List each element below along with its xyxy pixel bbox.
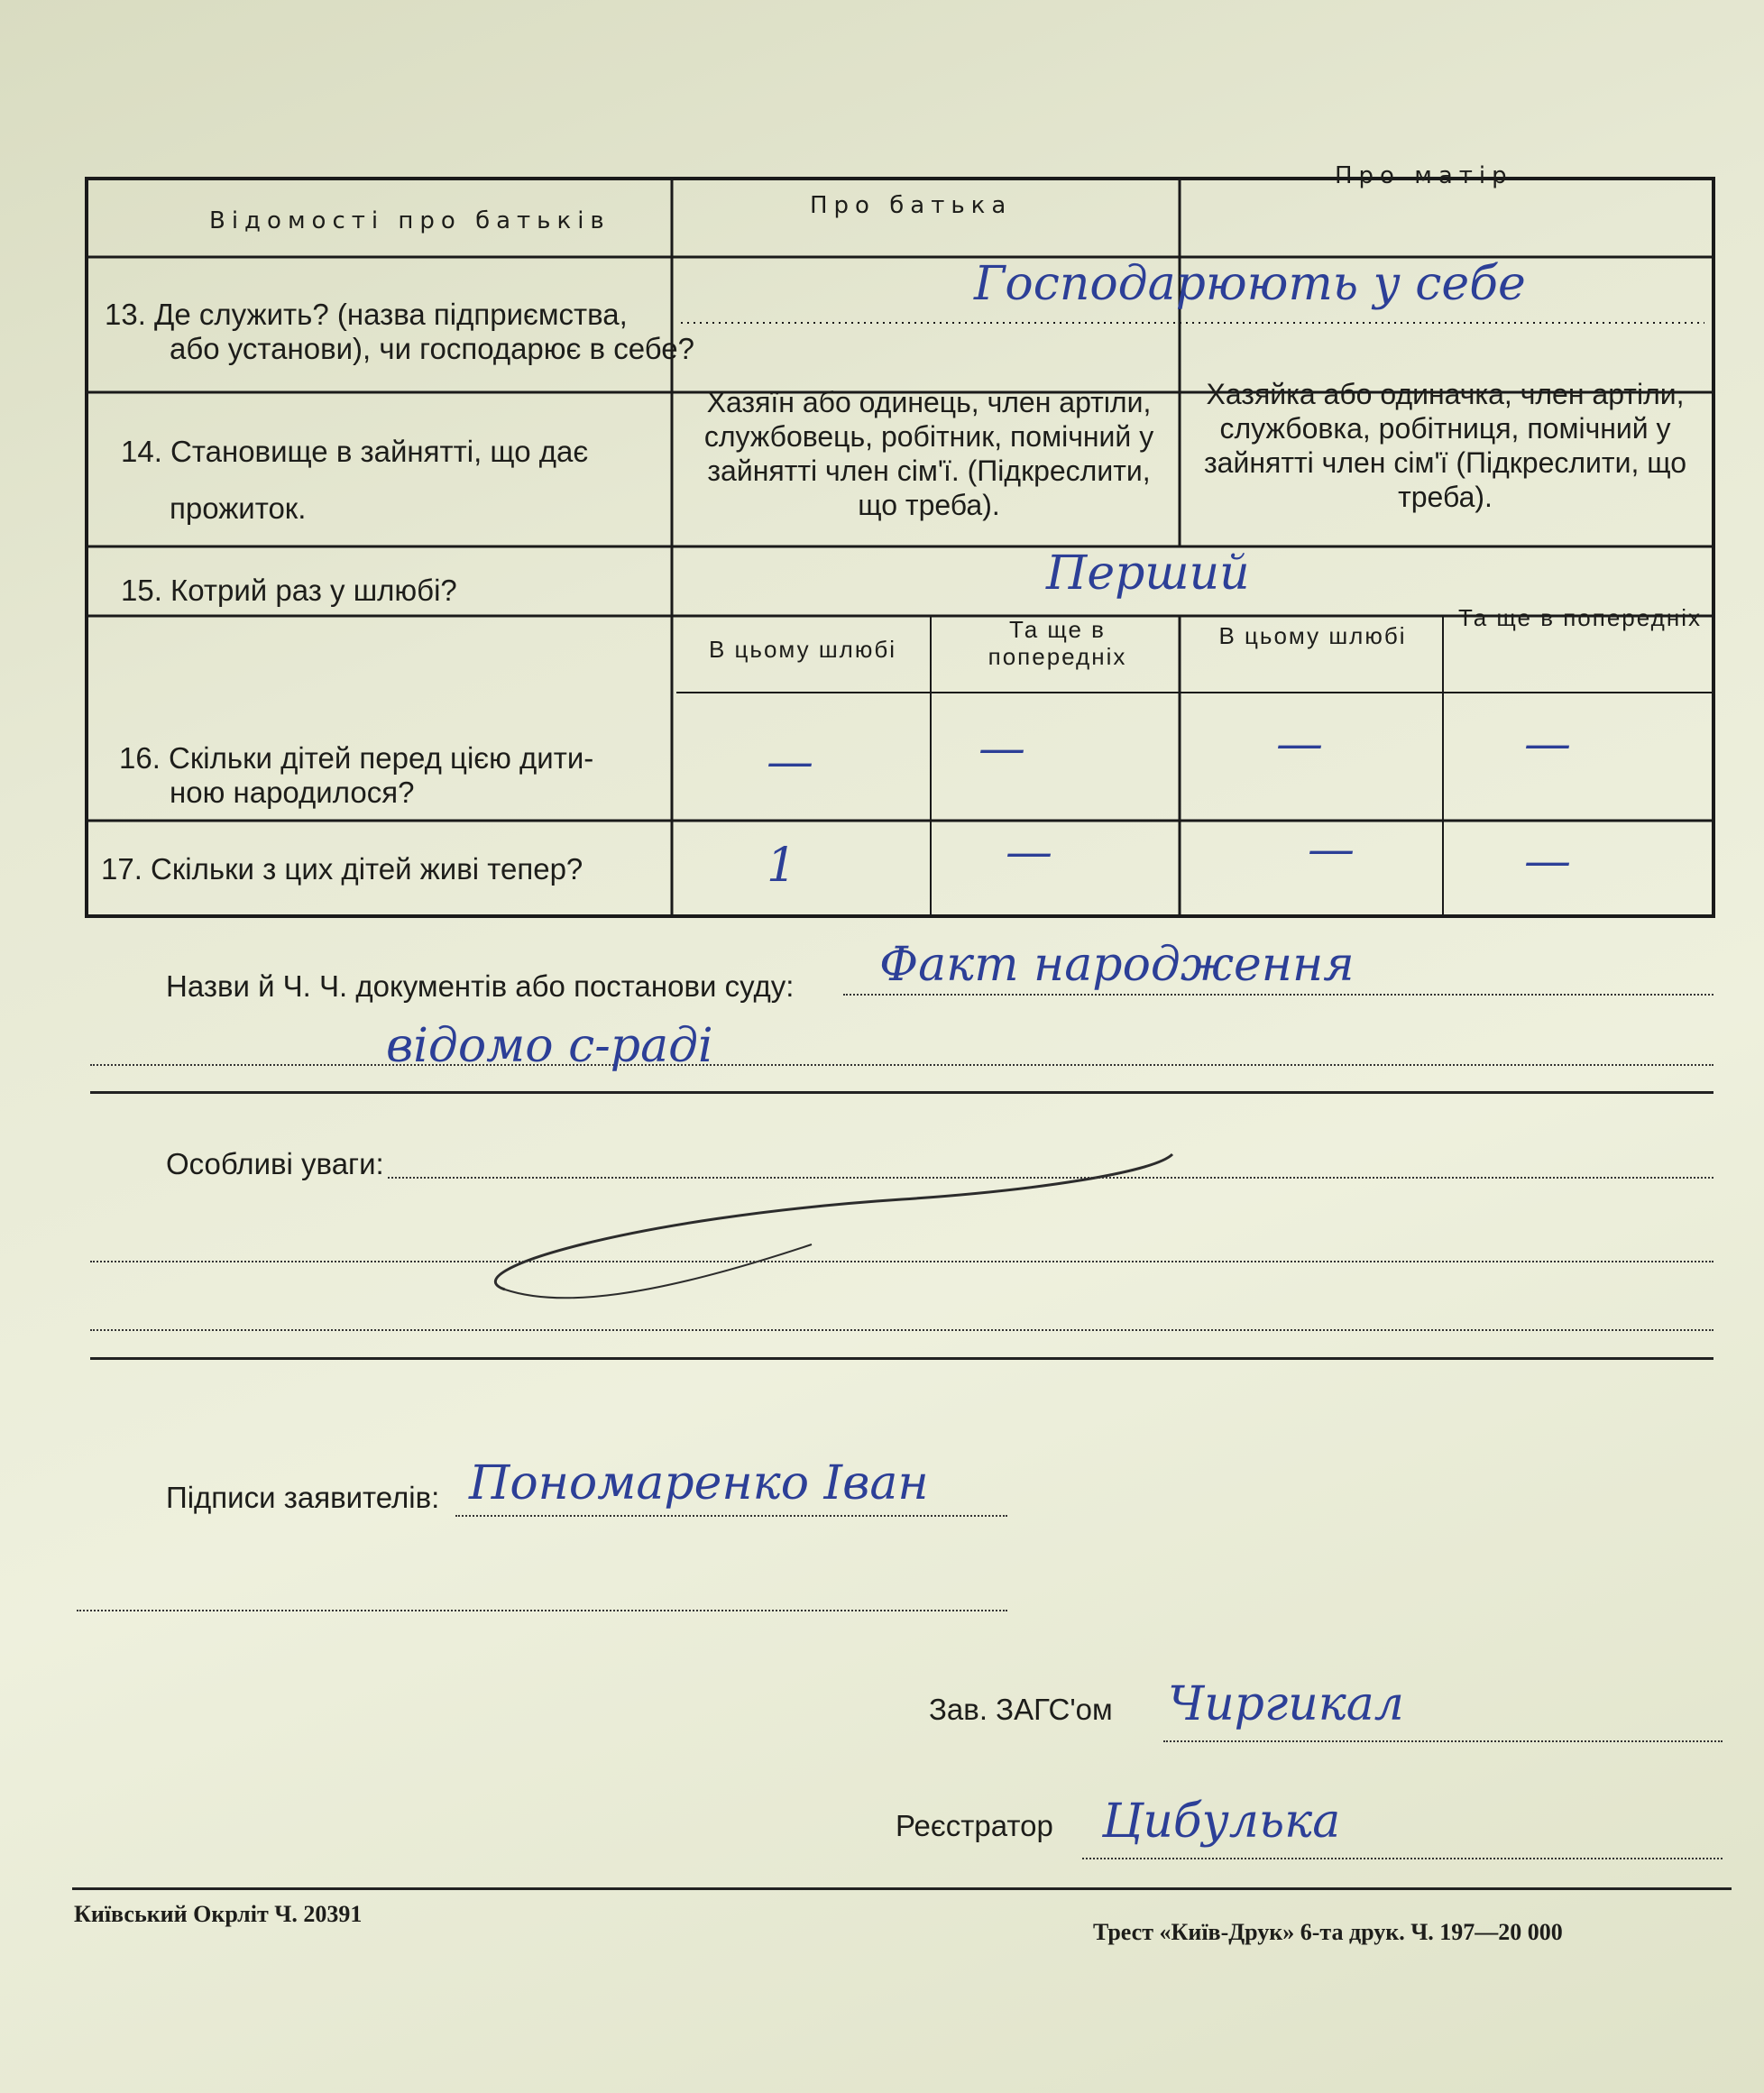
notes-label: Особливі уваги:: [166, 1147, 384, 1180]
q16-label-line1: 16. Скільки дітей перед цією дити-: [119, 741, 594, 775]
notes-divider: [90, 1357, 1713, 1360]
documents-line-1: [843, 994, 1713, 996]
q14-label-line1: 14. Становище в зайнятті, що дає: [121, 435, 589, 468]
q14-father-options: Хазяїн або одинець, член артіли, службовець, робітник, помічний у зайнятті член сім'ї. (Підкреслити, що треба).: [703, 386, 1154, 521]
head-line: [1163, 1740, 1723, 1742]
documents-label: Назви й Ч. Ч. документів або постанови суду:: [166, 969, 795, 1003]
q17-value-father-previous: —: [1006, 825, 1052, 879]
applicants-label: Підписи заявителів:: [166, 1481, 440, 1514]
documents-divider: [90, 1091, 1713, 1094]
q14-mother-options: Хазяйка або одиначка, член артіли, службовка, робітниця, помічний у зайнятті член сім'ї (Підкреслити, що треба).: [1203, 378, 1686, 513]
footer-divider: [72, 1887, 1732, 1890]
documents-line-2: [90, 1064, 1713, 1066]
q17-label: 17. Скільки з цих дітей живі тепер?: [101, 852, 583, 886]
subheader-this-marriage-mother: В цьому шлюбі: [1218, 622, 1407, 649]
q15-answer: Перший: [1046, 546, 1250, 601]
q14-label-line2: прожиток.: [170, 491, 307, 525]
q16-value-father-this: —: [767, 735, 813, 789]
subheader-previous-mother: Та ще в попередніх: [1458, 604, 1702, 631]
q13-answer: Господарюють у себе: [974, 257, 1526, 311]
subheader-previous-father: Та ще в попередніх: [988, 616, 1127, 670]
notes-line-3: [90, 1329, 1713, 1331]
q15-label: 15. Котрий раз у шлюбі?: [121, 574, 457, 607]
q16-value-father-previous: —: [978, 721, 1025, 776]
footer-left: Київський Окрліт Ч. 20391: [74, 1901, 363, 1927]
notes-line-1: [388, 1177, 1713, 1179]
q17-value-father-this: 1: [767, 839, 797, 893]
footer-right: Трест «Київ-Друк» 6-та друк. Ч. 197—20 000: [1093, 1919, 1563, 1945]
head-label: Зав. ЗАГС'ом: [929, 1693, 1113, 1726]
q13-label-line1: 13. Де служить? (назва підприємства,: [105, 298, 628, 331]
header-parents-info: Відомості про батьків: [209, 207, 611, 234]
applicants-signature: Пономаренко Іван: [469, 1456, 929, 1510]
registrar-signature: Цибулька: [1102, 1795, 1341, 1849]
subheader-this-marriage-father: В цьому шлюбі: [708, 636, 897, 663]
q16-value-mother-previous: —: [1524, 717, 1571, 771]
documents-answer-line1: Факт народження: [879, 938, 1355, 992]
q16-label-line2: ною народилося?: [170, 776, 415, 809]
header-about-mother: Про матір: [1335, 162, 1513, 189]
registrar-label: Реєстратор: [896, 1809, 1053, 1842]
applicants-line-2: [77, 1610, 1007, 1611]
q17-value-mother-previous: —: [1524, 834, 1571, 888]
notes-line-2: [90, 1261, 1713, 1262]
q17-value-mother-this: —: [1308, 822, 1355, 877]
q13-label-line2: або установи), чи господарює в себе?: [170, 332, 694, 365]
documents-answer-line2: відомо с-раді: [386, 1019, 713, 1073]
header-about-father: Про батька: [810, 192, 1013, 219]
head-signature: Чиргикал: [1168, 1677, 1404, 1731]
q16-value-mother-this: —: [1276, 717, 1323, 771]
registrar-line: [1082, 1858, 1723, 1859]
applicants-line-1: [455, 1515, 1007, 1517]
